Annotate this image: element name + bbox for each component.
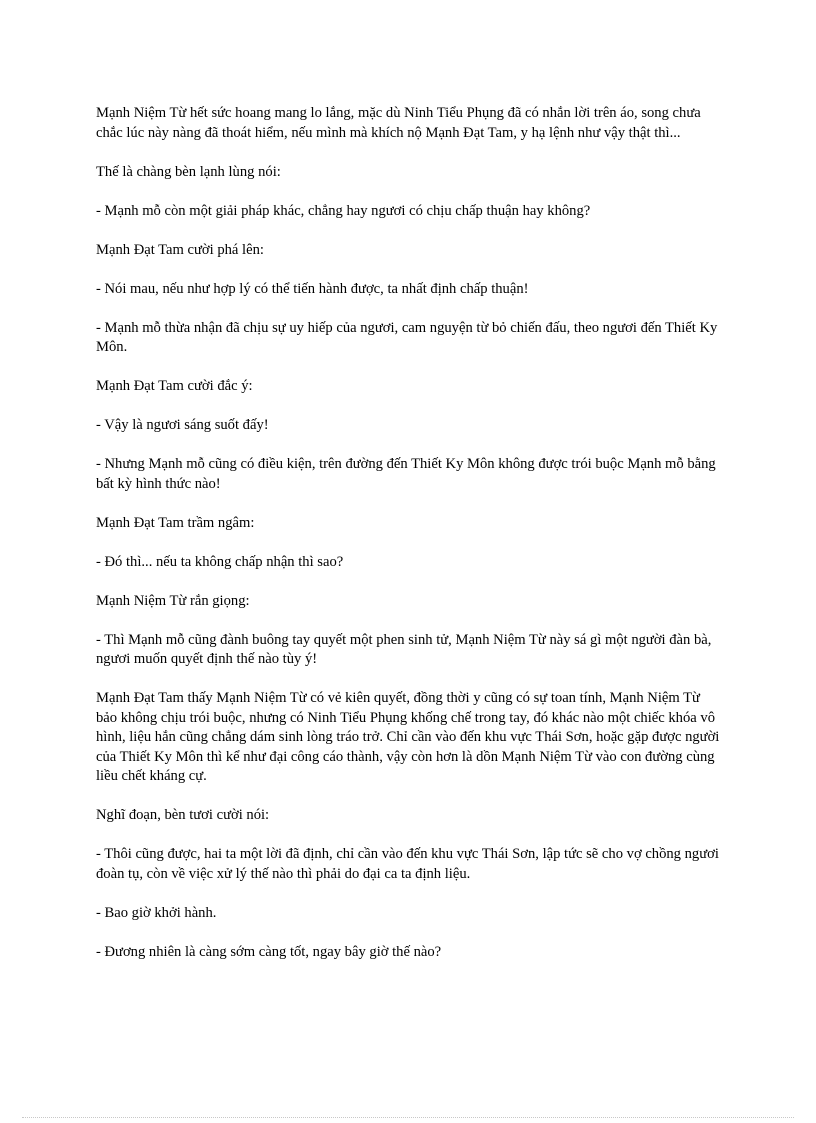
page-bottom-divider — [22, 1117, 794, 1118]
paragraph: Mạnh Đạt Tam cười đắc ý: — [96, 378, 253, 394]
paragraph: Mạnh Niệm Từ rắn giọng: — [96, 592, 250, 609]
paragraph: Nghĩ đoạn, bèn tươi cười nói: — [96, 807, 270, 823]
paragraph: Thế là chàng bèn lạnh lùng nói: — [96, 163, 281, 180]
paragraph: Mạnh Đạt Tam cười phá lên: — [96, 241, 264, 258]
paragraph: - Thì Mạnh mỗ cũng đành buông tay quyết một phen sinh tử, Mạnh Niệm Từ này sá gì một người đàn bà, ngươi muốn quyết định thế nào tùy ý! — [96, 631, 712, 667]
paragraph: - Vậy là ngươi sáng suốt đấy! — [96, 417, 269, 433]
paragraph: Mạnh Niệm Từ hết sức hoang mang lo lắng, mặc dù Ninh Tiểu Phụng đã có nhắn lời trên áo, song chưa chắc lúc này nàng đã thoát hiểm, nếu mình mà khích nộ Mạnh Đạt Tam, y hạ lệnh như vậy thật thì... — [96, 105, 701, 141]
document-body — [96, 104, 720, 982]
paragraph: - Nói mau, nếu như hợp lý có thể tiến hành được, ta nhất định chấp thuận! — [96, 280, 529, 297]
paragraph: Mạnh Đạt Tam thấy Mạnh Niệm Từ có vẻ kiên quyết, đồng thời y cũng có sự toan tính, Mạnh Niệm Từ bảo không chịu trói buộc, nhưng có Ninh Tiểu Phụng khống chế trong tay, đó khác nào một chiếc khóa vô hình, liệu hắn cũng chẳng dám sinh lòng tráo trở. Chỉ cần vào đến khu vực Thái Sơn, hoặc gặp được người của Thiết Ky Môn thì kể như đại công cáo thành, vậy còn hơn là dồn Mạnh Niệm Từ vào con đường cùng liều chết kháng cự. — [96, 690, 720, 784]
paragraph: - Bao giờ khởi hành. — [96, 904, 217, 921]
paragraph: - Mạnh mỗ thừa nhận đã chịu sự uy hiếp của ngươi, cam nguyện từ bỏ chiến đấu, theo ngươi đến Thiết Ky Môn. — [96, 319, 718, 355]
paragraph: - Nhưng Mạnh mỗ cũng có điều kiện, trên đường đến Thiết Ky Môn không được trói buộc Mạnh mỗ bằng bất kỳ hình thức nào! — [96, 456, 716, 492]
paragraph: Mạnh Đạt Tam trầm ngâm: — [96, 514, 255, 531]
paragraph: - Đương nhiên là càng sớm càng tốt, ngay bây giờ thế nào? — [96, 943, 442, 960]
paragraph: - Đó thì... nếu ta không chấp nhận thì sao? — [96, 553, 344, 570]
paragraph: - Mạnh mỗ còn một giải pháp khác, chẳng hay ngươi có chịu chấp thuận hay không? — [96, 202, 591, 219]
paragraph: - Thôi cũng được, hai ta một lời đã định, chỉ cần vào đến khu vực Thái Sơn, lập tức sẽ cho vợ chồng ngươi đoàn tụ, còn về việc xử lý thế nào thì phải do đại ca ta định liệu. — [96, 846, 719, 882]
